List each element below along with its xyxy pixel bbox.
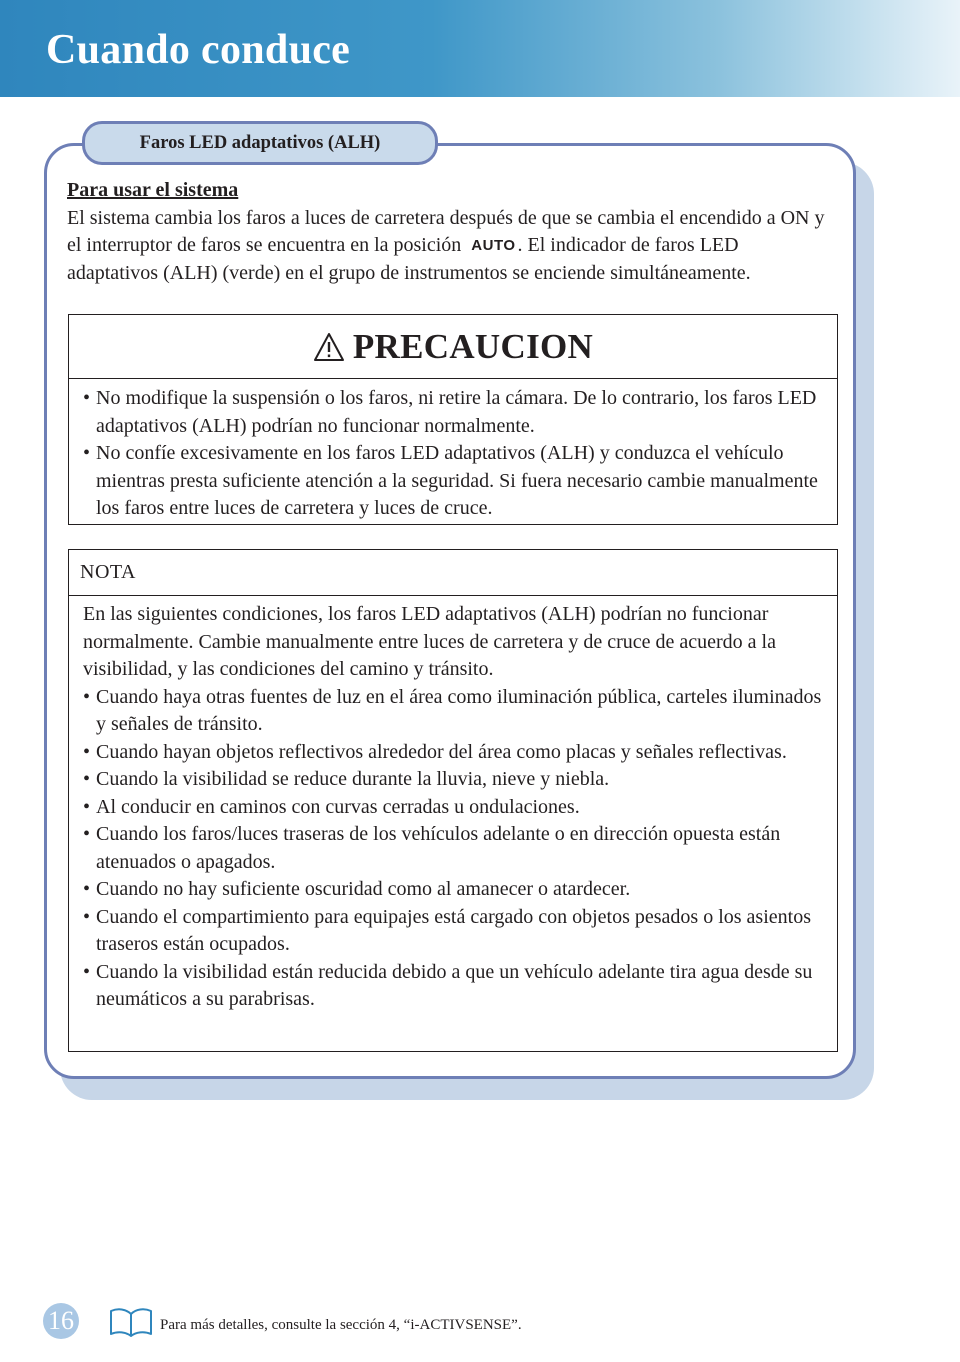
warning-triangle-icon: [313, 332, 345, 362]
note-item: • Cuando hayan objetos reflectivos alrededor del área como placas y señales reflectivas.: [83, 739, 827, 767]
caution-box: [68, 314, 838, 525]
note-list: [83, 684, 827, 1014]
auto-switch-icon: AUTO: [471, 237, 516, 254]
caution-item: • No modifique la suspensión o los faros, ni retire la cámara. De lo contrario, los faros LED adaptativos (ALH) podrían no funcionar normalmente.: [69, 385, 825, 440]
note-item: • Cuando los faros/luces traseras de los vehículos adelante o en dirección opuesta están atenuados o apagados.: [83, 821, 827, 876]
note-intro: En las siguientes condiciones, los faros LED adaptativos (ALH) podrían no funcionar normalmente. Cambie manualmente entre luces de carretera y de cruce de acuerdo a la visibilidad, y las condiciones del camino y tránsito.: [83, 603, 776, 680]
caution-item: • No confíe excesivamente en los faros LED adaptativos (ALH) y conduzca el vehículo mientras presta suficiente atención a la seguridad. Si fuera necesario cambie manualmente los faros entre luces de carretera y luces de cruce.: [69, 440, 825, 523]
note-item: • Cuando la visibilidad están reducida debido a que un vehículo adelante tira agua desde su neumáticos a su parabrisas.: [83, 959, 827, 1014]
caution-header: [69, 315, 837, 379]
intro-text: El sistema cambia los faros a luces de carretera después de que se cambia el encendido a ON y el interruptor de faros se encuentra en la posición: [67, 206, 825, 256]
note-box: [68, 549, 838, 1052]
section-tab-label: Faros LED adaptativos (ALH): [139, 132, 381, 153]
note-item: • Al conducir en caminos con curvas cerradas u ondulaciones.: [83, 794, 827, 822]
note-item: • Cuando no hay suficiente oscuridad como al amanecer o atardecer.: [83, 876, 827, 904]
note-item: • Cuando haya otras fuentes de luz en el área como iluminación pública, carteles iluminados y señales de tránsito.: [83, 684, 827, 739]
note-title: NOTA: [80, 561, 136, 583]
intro-section: [67, 177, 827, 287]
intro-text-end: . El indicador de faros LED adaptativos (ALH) (verde) en el grupo de instrumentos se enciende simultáneamente.: [67, 234, 751, 284]
caution-title: PRECAUCION: [352, 326, 594, 366]
page-header: [0, 0, 960, 97]
caution-body: [69, 379, 837, 523]
book-icon: [108, 1307, 154, 1339]
footer-note: Para más detalles, consulte la sección 4, “i-ACTIVSENSE”.: [160, 1317, 522, 1333]
note-item: • Cuando la visibilidad se reduce durante la lluvia, nieve y niebla.: [83, 766, 827, 794]
caution-list: [69, 385, 825, 523]
note-header: [69, 550, 837, 596]
section-tab: [82, 121, 438, 165]
intro-heading: Para usar el sistema: [67, 179, 239, 201]
note-body: [69, 596, 837, 1014]
page-number: 16: [43, 1303, 79, 1339]
note-item: • Cuando el compartimiento para equipajes está cargado con objetos pesados o los asientos traseros están ocupados.: [83, 904, 827, 959]
page-title: Cuando conduce: [46, 27, 351, 73]
